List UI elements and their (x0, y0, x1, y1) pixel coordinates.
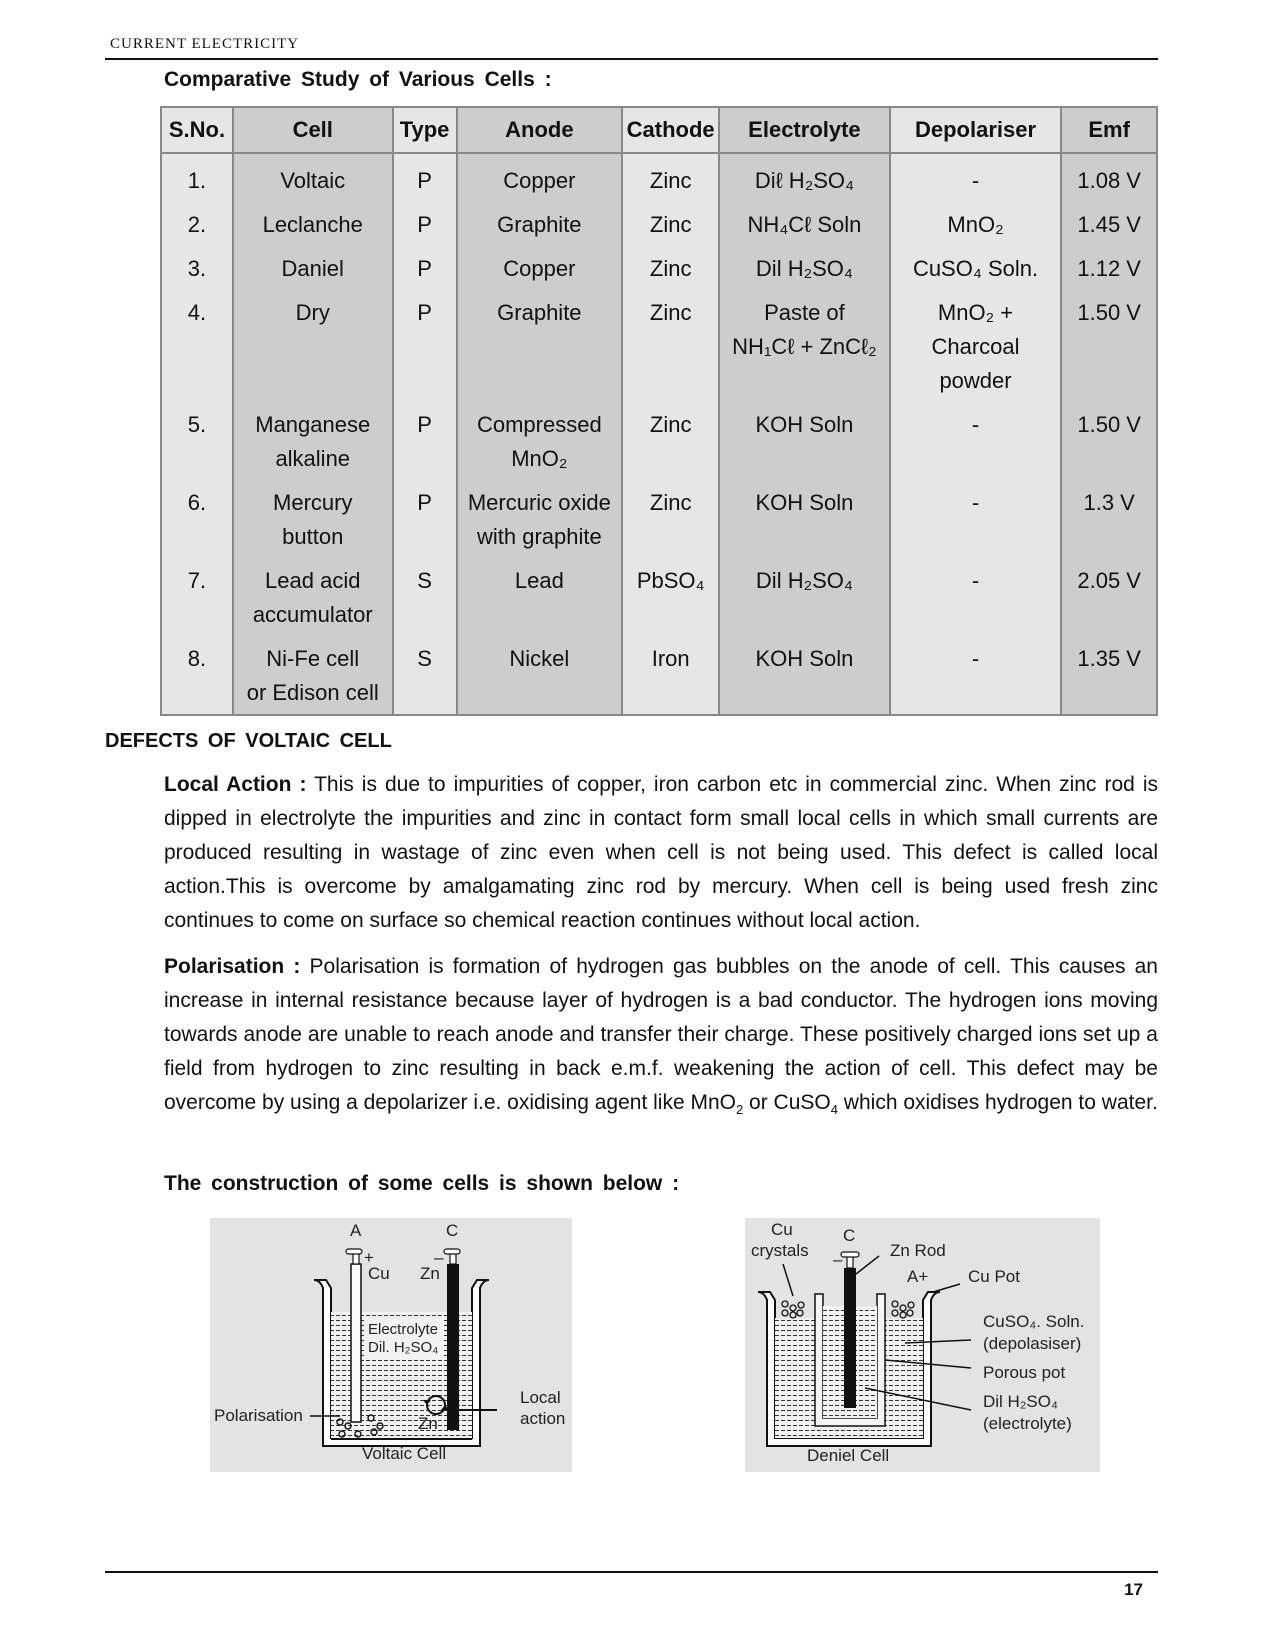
cell-emf (1061, 554, 1157, 632)
cell-depolariser-line: - (971, 168, 980, 193)
polarisation-text-1: Polarisation is formation of hydrogen gas bubbles on the anode of cell. This causes an increase in internal resistance because layer of hydrogen is a bad conductor. The hydrogen ions moving towards anode are unable to reach anode and transfer their charge. These positively charged ions set up a field from hydrogen to zinc resulting in back e.m.f. weakening the action of cell. This defect may be overcome by using a depolarizer i.e. oxidising agent like MnO (164, 955, 1158, 1114)
col-header-electrolyte: Electrolyte (719, 107, 890, 153)
cell-depolariser (890, 286, 1062, 398)
cell-sno (161, 398, 233, 476)
cell-type-line: P (417, 168, 432, 193)
cell-type-line: P (417, 212, 432, 237)
cell-name-line: Manganese (255, 412, 371, 437)
cell-cathode-line: Zinc (649, 212, 692, 237)
cell-cathode (622, 476, 719, 554)
cell-sno-line: 3. (187, 256, 207, 281)
voltaic-polarisation-label: Polarisation (214, 1406, 303, 1425)
header-rule (105, 58, 1158, 60)
cell-emf (1061, 242, 1157, 286)
cell-depolariser-line: Charcoal (931, 334, 1020, 359)
cell-type (393, 198, 457, 242)
col-header-anode: Anode (457, 107, 623, 153)
running-header: CURRENT ELECTRICITY (110, 36, 300, 52)
cell-electrolyte-line: KOH Soln (755, 490, 854, 515)
cells-comparison-table (160, 106, 1158, 716)
cell-name (233, 286, 393, 398)
cell-electrolyte (719, 632, 890, 715)
cell-type (393, 632, 457, 715)
cell-anode (457, 286, 623, 398)
table-heading: Comparative Study of Various Cells : (164, 68, 552, 91)
cell-sno-line: 7. (187, 568, 207, 593)
footer-rule (105, 1571, 1158, 1573)
cell-name (233, 632, 393, 715)
cell-depolariser-line: - (971, 490, 980, 515)
cell-name-line: button (282, 524, 344, 549)
cell-emf-line: 1.08 V (1077, 168, 1141, 193)
col-header-type: Type (393, 107, 457, 153)
cell-anode (457, 632, 623, 715)
cell-type (393, 242, 457, 286)
voltaic-zn-bottom-label: Zn (418, 1414, 438, 1433)
polarisation-text-2: or CuSO (743, 1091, 831, 1114)
cell-cathode (622, 632, 719, 715)
cell-anode-line: with graphite (476, 524, 602, 549)
cell-electrolyte (719, 286, 890, 398)
table-row (161, 242, 1157, 286)
section-heading-defects: DEFECTS OF VOLTAIC CELL (105, 730, 392, 752)
cell-depolariser (890, 242, 1062, 286)
cell-anode (457, 476, 623, 554)
cell-electrolyte (719, 554, 890, 632)
daniel-cu-crystals-label-1: Cu (771, 1220, 793, 1239)
cell-emf-line: 1.35 V (1077, 646, 1141, 671)
cell-type (393, 554, 457, 632)
cell-name-line: alkaline (275, 446, 351, 471)
cell-depolariser (890, 554, 1062, 632)
cell-cathode (622, 554, 719, 632)
cell-emf (1061, 632, 1157, 715)
cell-name-line: Mercury (273, 490, 353, 515)
cell-name (233, 242, 393, 286)
daniel-a-plus-label: A+ (907, 1267, 929, 1286)
cell-anode-line: Nickel (509, 646, 570, 671)
cell-cathode-line: PbSO₄ (636, 568, 705, 593)
voltaic-plus-sign: + (364, 1248, 374, 1267)
cell-depolariser (890, 198, 1062, 242)
voltaic-local-label: Local (520, 1388, 561, 1407)
cell-electrolyte (719, 198, 890, 242)
cell-electrolyte (719, 242, 890, 286)
cell-depolariser (890, 632, 1062, 715)
voltaic-terminal-a: A (350, 1221, 362, 1240)
cell-anode-line: Copper (503, 168, 576, 193)
cell-name-line: Leclanche (262, 212, 363, 237)
daniel-caption: Deniel Cell (807, 1446, 890, 1465)
cell-emf (1061, 153, 1157, 198)
cell-name-line: or Edison cell (246, 680, 379, 705)
voltaic-cu-label: Cu (368, 1264, 390, 1283)
cell-emf (1061, 476, 1157, 554)
cell-type-line: P (417, 256, 432, 281)
table-row (161, 286, 1157, 398)
cell-cathode-line: Zinc (649, 490, 692, 515)
table-row (161, 153, 1157, 198)
paragraph-polarisation (164, 950, 1158, 1120)
cell-name-line: Dry (295, 300, 330, 325)
page-number: 17 (1124, 1580, 1143, 1599)
construction-heading: The construction of some cells is shown below : (164, 1172, 680, 1195)
cell-emf (1061, 286, 1157, 398)
cell-depolariser-line: - (971, 568, 980, 593)
cell-anode-line: Graphite (497, 212, 582, 237)
voltaic-zn-label: Zn (420, 1264, 440, 1283)
cell-anode (457, 398, 623, 476)
voltaic-electrolyte-label: Electrolyte (368, 1321, 439, 1338)
cell-name (233, 398, 393, 476)
table-row (161, 554, 1157, 632)
cell-name (233, 476, 393, 554)
cell-name-line: Daniel (281, 256, 344, 281)
cell-cathode-line: Zinc (649, 168, 692, 193)
cell-name-line: Lead acid (265, 568, 361, 593)
cell-sno-line: 5. (187, 412, 207, 437)
col-header-cell: Cell (233, 107, 393, 153)
cell-electrolyte-line: NH₄Cℓ Soln (747, 212, 862, 237)
daniel-terminal-c: C (843, 1226, 856, 1245)
cell-sno (161, 242, 233, 286)
cell-cathode-line: Zinc (649, 256, 692, 281)
daniel-cell-diagram (745, 1218, 1100, 1472)
cell-type (393, 398, 457, 476)
cell-depolariser (890, 476, 1062, 554)
cell-depolariser (890, 153, 1062, 198)
voltaic-caption: Voltaic Cell (362, 1444, 447, 1463)
paragraph-local-action (164, 768, 1158, 938)
table-body (161, 153, 1157, 715)
voltaic-terminal-c: C (446, 1221, 459, 1240)
cell-emf-line: 1.3 V (1083, 490, 1135, 515)
subscript: 4 (830, 1102, 838, 1117)
cell-electrolyte-line: Paste of (764, 300, 845, 325)
daniel-depolariser-label: (depolasiser) (983, 1334, 1082, 1353)
cell-anode-line: Lead (514, 568, 564, 593)
cell-cathode-line: Zinc (649, 300, 692, 325)
polarisation-text-3: which oxidises hydrogen to water. (837, 1091, 1158, 1114)
term-polarisation: Polarisation : (164, 955, 301, 978)
cell-name (233, 554, 393, 632)
cell-cathode (622, 198, 719, 242)
cell-electrolyte (719, 153, 890, 198)
cell-cathode (622, 286, 719, 398)
cell-electrolyte-line: KOH Soln (755, 646, 854, 671)
cell-type-line: P (417, 412, 432, 437)
col-header-emf: Emf (1061, 107, 1157, 153)
cell-electrolyte-line: KOH Soln (755, 412, 854, 437)
cell-emf (1061, 198, 1157, 242)
col-header-depolariser: Depolariser (890, 107, 1062, 153)
cell-anode (457, 153, 623, 198)
cell-electrolyte (719, 398, 890, 476)
cell-depolariser-line: - (971, 646, 980, 671)
cell-depolariser-line: MnO₂ (947, 212, 1004, 237)
col-header-cathode: Cathode (622, 107, 719, 153)
cell-cathode-line: Iron (651, 646, 690, 671)
local-action-text: This is due to impurities of copper, iron carbon etc in commercial zinc. When zinc rod is dipped in electrolyte the impurities and zinc in contact form small local cells in which small currents are produced resulting in wastage of zinc even when cell is not being used. This defect is called local action.This is overcome by amalgamating zinc rod by mercury. When cell is being used fresh zinc continues to come on surface so chemical reaction continues without local action. (164, 773, 1158, 932)
cell-name (233, 198, 393, 242)
cell-name-line: Ni-Fe cell (266, 646, 360, 671)
daniel-cu-pot-label: Cu Pot (968, 1267, 1020, 1286)
cell-electrolyte-line: Dil H₂SO₄ (755, 256, 853, 281)
cell-depolariser (890, 398, 1062, 476)
cell-type-line: P (417, 490, 432, 515)
cell-type (393, 153, 457, 198)
cell-anode (457, 198, 623, 242)
daniel-cuso4-label: CuSO₄. Soln. (983, 1312, 1085, 1331)
cell-emf (1061, 398, 1157, 476)
cell-sno (161, 554, 233, 632)
table-row (161, 398, 1157, 476)
cell-anode-line: Graphite (497, 300, 582, 325)
cell-depolariser-line: CuSO₄ Soln. (912, 256, 1039, 281)
daniel-dil-h2so4-label: Dil H₂SO₄ (983, 1392, 1058, 1411)
daniel-porous-pot-label: Porous pot (983, 1363, 1066, 1382)
cell-emf-line: 1.45 V (1077, 212, 1141, 237)
cell-sno-line: 1. (187, 168, 207, 193)
cell-emf-line: 1.12 V (1077, 256, 1141, 281)
cell-anode-line: MnO₂ (511, 446, 568, 471)
cell-name (233, 153, 393, 198)
daniel-cu-crystals-label-2: crystals (751, 1241, 809, 1260)
cell-sno-line: 2. (187, 212, 207, 237)
cell-electrolyte-line: NH₁Cℓ + ZnCℓ₂ (732, 334, 877, 359)
daniel-electrolyte-label: (electrolyte) (983, 1414, 1072, 1433)
cell-emf-line: 1.50 V (1077, 412, 1141, 437)
cell-electrolyte-line: Diℓ H₂SO₄ (754, 168, 855, 193)
cell-type (393, 286, 457, 398)
cell-sno-line: 4. (187, 300, 207, 325)
cell-depolariser-line: powder (939, 368, 1012, 393)
cell-type (393, 476, 457, 554)
cell-sno (161, 153, 233, 198)
cell-anode (457, 554, 623, 632)
table-row (161, 198, 1157, 242)
cell-cathode (622, 398, 719, 476)
cell-sno (161, 286, 233, 398)
table-header-row (161, 107, 1157, 153)
cell-type-line: P (417, 300, 432, 325)
cell-cathode (622, 242, 719, 286)
table-row (161, 476, 1157, 554)
cell-electrolyte (719, 476, 890, 554)
cell-name-line: Voltaic (280, 168, 346, 193)
cell-cathode (622, 153, 719, 198)
cell-emf-line: 1.50 V (1077, 300, 1141, 325)
cell-sno (161, 476, 233, 554)
voltaic-minus-sign: – (434, 1248, 444, 1267)
cell-type-line: S (417, 646, 432, 671)
subscript: 2 (735, 1102, 744, 1117)
daniel-minus-sign: – (833, 1250, 843, 1269)
table-row (161, 632, 1157, 715)
cell-cathode-line: Zinc (649, 412, 692, 437)
cell-type-line: S (417, 568, 432, 593)
voltaic-cell-diagram (210, 1218, 572, 1472)
term-local-action: Local Action : (164, 773, 307, 796)
cell-sno (161, 198, 233, 242)
cell-anode-line: Copper (503, 256, 576, 281)
cell-name-line: accumulator (252, 602, 373, 627)
cell-emf-line: 2.05 V (1077, 568, 1141, 593)
cell-depolariser-line: MnO₂ + (937, 300, 1014, 325)
cell-anode (457, 242, 623, 286)
col-header-sno: S.No. (161, 107, 233, 153)
voltaic-electrolyte-formula: Dil. H₂SO₄ (368, 1339, 439, 1356)
voltaic-action-label: action (520, 1409, 566, 1428)
cell-anode-line: Mercuric oxide (467, 490, 611, 515)
cell-sno-line: 6. (187, 490, 207, 515)
cell-sno (161, 632, 233, 715)
cell-electrolyte-line: Dil H₂SO₄ (755, 568, 853, 593)
cell-sno-line: 8. (187, 646, 207, 671)
daniel-zn-rod-label: Zn Rod (890, 1241, 946, 1260)
cell-anode-line: Compressed (476, 412, 602, 437)
cell-depolariser-line: - (971, 412, 980, 437)
